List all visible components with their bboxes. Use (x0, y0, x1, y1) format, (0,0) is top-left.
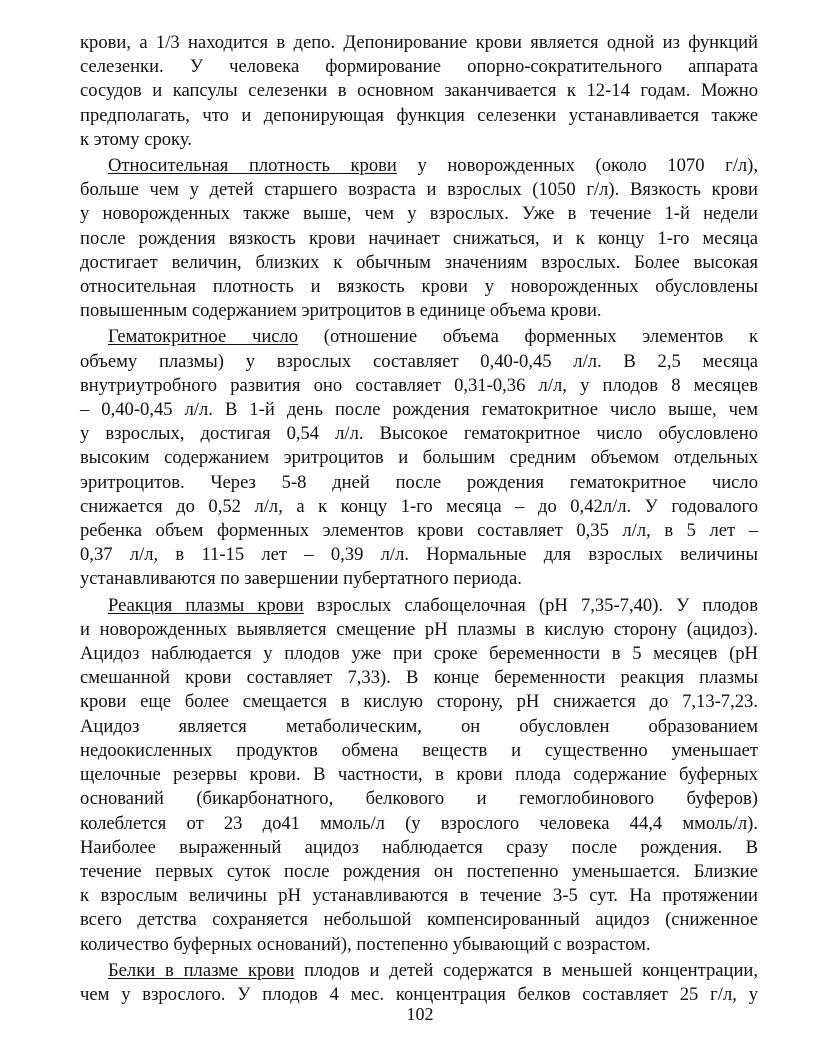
paragraph-spleen-depot (80, 31, 758, 152)
text-line: эритроцитов. Через 5-8 дней после рождения гематокритное число (80, 471, 758, 493)
text-line: относительная плотность и вязкость крови у новорожденных обусловлены (80, 276, 758, 298)
text-line (80, 154, 758, 178)
text-line: сосудов и капсулы селезенки в основном заканчивается к 12-14 годам. Можно (80, 80, 758, 102)
paragraph-plasma-proteins (80, 959, 758, 1007)
text-line (80, 325, 758, 349)
term-hematocrit: Гематокритное число (108, 326, 299, 348)
text-line: недоокисленных продуктов обмена веществ и существенно уменьшает (80, 739, 758, 761)
text-line: объему плазмы) у взрослых составляет 0,40-0,45 л/л. В 2,5 месяца (80, 350, 758, 372)
text-line: колеблется от 23 до41 ммоль/л (у взрослого человека 44,4 ммоль/л). (80, 812, 758, 834)
text-line: чем у взрослого. У плодов 4 мес. концентрация белков составляет 25 г/л, у (80, 983, 758, 1005)
text-line: оснований (бикарбонатного, белкового и гемоглобинового буферов) (80, 788, 758, 810)
term-plasma-reaction: Реакция плазмы крови (108, 594, 304, 616)
text-line: у взрослых, достигая 0,54 л/л. Высокое гематокритное число обусловлено (80, 423, 758, 445)
page-number: 102 (406, 1004, 434, 1024)
text-line (80, 959, 758, 983)
line-tail: плодов и детей содержатся в меньшей концентрации, (294, 959, 758, 981)
text-line: щелочные резервы крови. В частности, в крови плода содержание буферных (80, 764, 758, 786)
text-line: крови еще более смещается в кислую сторону, pH снижается до 7,13-7,23. (80, 691, 758, 713)
text-line: Наиболее выраженный ацидоз наблюдается сразу после рождения. В (80, 836, 758, 858)
text-line: Ацидоз наблюдается у плодов уже при сроке беременности в 5 месяцев (pH (80, 643, 758, 665)
term-blood-density: Относительная плотность крови (108, 155, 397, 177)
text-line: после рождения вязкость крови начинает снижаться, и к концу 1-го месяца (80, 227, 758, 249)
text-line: и новорожденных выявляется смещение pH плазмы в кислую сторону (ацидоз). (80, 618, 758, 640)
text-line: – 0,40-0,45 л/л. В 1-й день после рождения гематокритное число выше, чем (80, 399, 758, 421)
paragraph-blood-density (80, 154, 758, 323)
text-line: достигает величин, близких к обычным значениям взрослых. Более высокая (80, 251, 758, 273)
text-line: ребенка объем форменных элементов крови составляет 0,35 л/л, в 5 лет – (80, 520, 758, 542)
text-line: снижается до 0,52 л/л, а к концу 1-го месяца – до 0,42л/л. У годовалого (80, 495, 758, 517)
paragraph-hematocrit (80, 325, 758, 591)
paragraph-plasma-reaction (80, 594, 758, 957)
document-page (80, 31, 758, 1031)
term-plasma-proteins: Белки в плазме крови (108, 959, 295, 981)
text-line: селезенки. У человека формирование опорно-сократительного аппарата (80, 56, 758, 78)
line-tail: взрослых слабощелочная (pH 7,35-7,40). У плодов (303, 594, 758, 616)
text-line: количество буферных оснований), постепенно убывающий с возрастом. (80, 933, 651, 955)
text-line: смешанной крови составляет 7,33). В конце беременности реакция плазмы (80, 667, 758, 689)
text-line: к этому сроку. (80, 128, 192, 150)
text-line: устанавливаются по завершении пубертатного периода. (80, 568, 522, 590)
text-line (80, 594, 758, 618)
text-line: у новорожденных также выше, чем у взрослых. Уже в течение 1-й недели (80, 203, 758, 225)
text-line: всего детства сохраняется небольшой компенсированный ацидоз (сниженное (80, 909, 758, 931)
text-line: повышенным содержанием эритроцитов в единице объема крови. (80, 300, 602, 322)
text-line: к взрослым величины pH устанавливаются в течение 3-5 сут. На протяжении (80, 885, 758, 907)
text-line: больше чем у детей старшего возраста и взрослых (1050 г/л). Вязкость крови (80, 179, 758, 201)
line-tail: (отношение объема форменных элементов к (298, 326, 759, 348)
text-line: течение первых суток после рождения он постепенно уменьшается. Близкие (80, 860, 758, 882)
text-line: высоким содержанием эритроцитов и большим средним объемом отдельных (80, 447, 758, 469)
text-line: внутриутробного развития оно составляет 0,31-0,36 л/л, у плодов 8 месяцев (80, 374, 758, 396)
text-line: крови, а 1/3 находится в депо. Депонирование крови является одной из функций (80, 32, 758, 53)
line-tail: у новорожденных (около 1070 г/л), (396, 155, 758, 177)
text-line: Ацидоз является метаболическим, он обусловлен образованием (80, 715, 758, 737)
text-line: предполагать, что и депонирующая функция селезенки устанавливается также (80, 104, 758, 126)
text-line: 0,37 л/л, в 11-15 лет – 0,39 л/л. Нормальные для взрослых величины (80, 544, 758, 566)
